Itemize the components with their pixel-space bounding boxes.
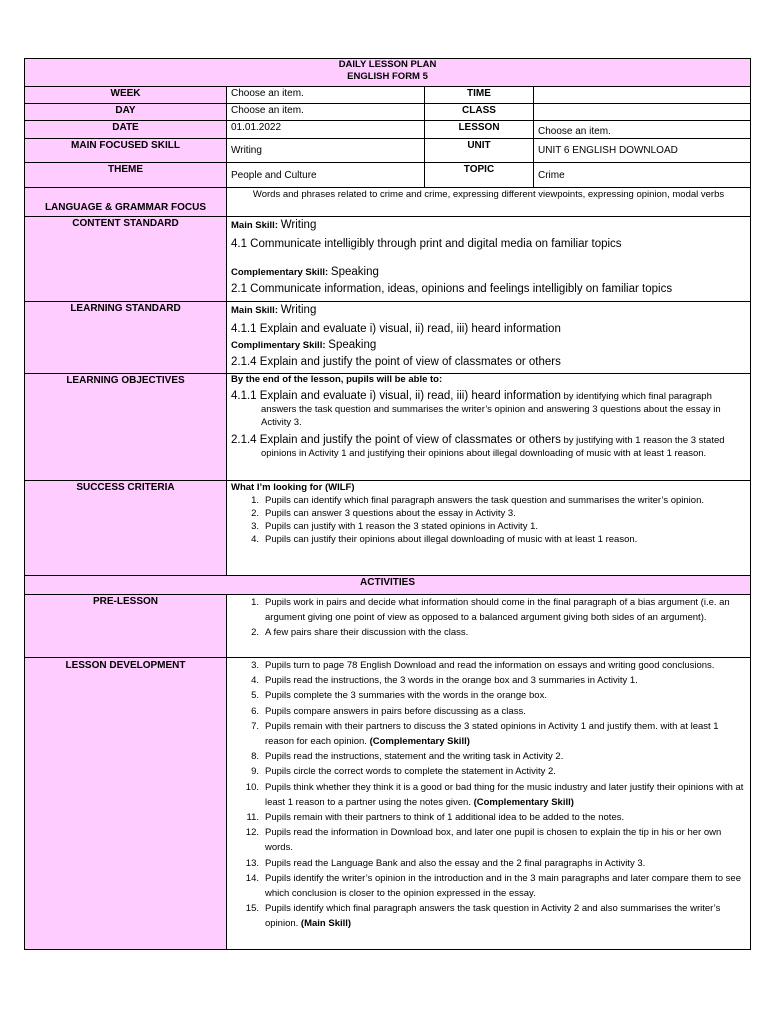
item-number: 11. xyxy=(246,812,259,824)
success-criteria-label: SUCCESS CRITERIA xyxy=(25,481,227,576)
item-number: 4. xyxy=(251,675,259,687)
skill-tag: (Complementary Skill) xyxy=(473,796,574,808)
ls-main-prefix: Main Skill: xyxy=(231,305,278,316)
skill-value[interactable]: Writing xyxy=(227,139,425,163)
lesson-development-label: LESSON DEVELOPMENT xyxy=(25,658,227,950)
time-value[interactable] xyxy=(534,87,751,104)
lesson-plan-table xyxy=(24,58,751,950)
learning-objectives-label: LEARNING OBJECTIVES xyxy=(25,374,227,481)
list-item xyxy=(231,688,746,703)
week-label: WEEK xyxy=(25,87,227,104)
list-item: 4. Pupils can justify their opinions about illegal downloading of music with at least 1 reason. xyxy=(251,534,638,545)
skill-tag: (Complementary Skill) xyxy=(369,736,470,748)
list-item xyxy=(231,856,746,871)
lo-intro: By the end of the lesson, pupils will be able to: xyxy=(231,374,443,385)
item-number: 13. xyxy=(245,857,259,869)
item-number: 6. xyxy=(251,705,259,717)
cs-main-prefix: Main Skill: xyxy=(231,220,278,231)
plan-title: DAILY LESSON PLAN xyxy=(338,59,437,70)
list-item xyxy=(231,764,746,779)
item-text: Pupils remain with their partners to discuss the 3 stated opinions in Activity 1 and justify them. with at least 1 reason for each opinion. xyxy=(265,720,719,748)
skill-label: MAIN FOCUSED SKILL xyxy=(25,139,227,163)
item-text: Pupils compare answers in pairs before discussing as a class. xyxy=(265,705,526,717)
item-number: 14. xyxy=(245,872,259,884)
learning-objectives-cell xyxy=(227,374,751,481)
list-item xyxy=(231,704,746,719)
sc-intro: What I’m looking for (WILF) xyxy=(231,482,355,493)
list-item: 1. Pupils can identify which final paragraph answers the task question and summarises the writer’s opinion. xyxy=(251,495,704,506)
item-text: Pupils read the Language Bank and also the essay and the 2 final paragraphs in Activity 3. xyxy=(265,857,646,869)
language-focus-value: Words and phrases related to crime and crime, expressing different viewpoints, expressing opinion, modal verbs xyxy=(227,188,751,217)
item-number: 7. xyxy=(251,720,259,732)
date-value[interactable]: 01.01.2022 xyxy=(227,121,425,139)
date-label: DATE xyxy=(25,121,227,139)
unit-label: UNIT xyxy=(425,139,534,163)
plan-header xyxy=(25,59,751,87)
item-number: 15. xyxy=(245,903,259,915)
list-item xyxy=(231,871,746,901)
list-item xyxy=(231,810,746,825)
unit-value[interactable]: UNIT 6 ENGLISH DOWNLOAD xyxy=(534,139,751,163)
skill-tag: (Main Skill) xyxy=(300,918,352,930)
item-text: Pupils read the information in Download box, and later one pupil is chosen to explain the tip in his or her own words. xyxy=(265,827,722,854)
item-text: Pupils turn to page 78 English Download and read the information on essays and writing good conclusions. xyxy=(265,660,715,671)
ls-comp-text: 2.1.4 Explain and justify the point of view of classmates or others xyxy=(231,356,561,368)
item-text: Pupils complete the 3 summaries with the words in the orange box. xyxy=(265,690,547,702)
content-standard-cell xyxy=(227,217,751,302)
list-item xyxy=(231,825,746,855)
item-number: 9. xyxy=(251,766,259,778)
item-number: 10. xyxy=(245,781,259,793)
cs-comp-text: 2.1 Communicate information, ideas, opinions and feelings intelligibly on familiar topics xyxy=(231,283,673,295)
topic-label: TOPIC xyxy=(425,163,534,188)
learning-standard-cell xyxy=(227,302,751,374)
cs-main-text: 4.1 Communicate intelligibly through print and digital media on familiar topics xyxy=(231,238,622,250)
item-number: 3. xyxy=(251,660,259,671)
item-text: Pupils think whether they think it is a good or bad thing for the music industry and later justify their opinions with at least 1 reason to a partner using the notes given. xyxy=(265,781,744,808)
pre-lesson-list xyxy=(231,595,746,641)
list-item: 1. Pupils work in pairs and decide what information should come in the final paragraph of a bias argument (i.e. an argument giving one point of view as opposed to a balanced argument giving both sides of an argument). xyxy=(251,597,730,624)
day-label: DAY xyxy=(25,104,227,121)
list-item xyxy=(231,901,746,931)
list-item xyxy=(231,780,746,810)
item-text: Pupils remain with their partners to think of 1 additional idea to be added to the notes. xyxy=(265,812,625,824)
cs-main-skill: Writing xyxy=(280,219,317,231)
item-number: 8. xyxy=(251,751,259,763)
ls-comp-skill: Speaking xyxy=(328,339,377,351)
cs-comp-skill: Speaking xyxy=(330,266,379,278)
content-standard-label: CONTENT STANDARD xyxy=(25,217,227,302)
success-criteria-cell xyxy=(227,481,751,576)
item-number: 5. xyxy=(251,690,259,702)
week-select[interactable]: Choose an item. xyxy=(227,87,425,104)
activities-header: ACTIVITIES xyxy=(25,576,751,595)
list-item xyxy=(231,719,746,749)
item-text: Pupils read the instructions, statement and the writing task in Activity 2. xyxy=(265,751,564,763)
class-value[interactable] xyxy=(534,104,751,121)
lesson-select[interactable]: Choose an item. xyxy=(534,121,751,139)
time-label: TIME xyxy=(425,87,534,104)
lesson-development-list xyxy=(231,658,746,932)
list-item: 2. A few pairs share their discussion with the class. xyxy=(251,627,469,639)
item-text: Pupils circle the correct words to complete the statement in Activity 2. xyxy=(265,766,556,778)
learning-standard-label: LEARNING STANDARD xyxy=(25,302,227,374)
list-item xyxy=(231,749,746,764)
topic-value[interactable]: Crime xyxy=(534,163,751,188)
list-item xyxy=(231,673,746,688)
item-text: Pupils identify the writer’s opinion in the introduction and in the 3 main paragraphs and later compare them to see which conclusion is closer to the opinion expressed in the essay. xyxy=(265,872,741,900)
theme-value[interactable]: People and Culture xyxy=(227,163,425,188)
plan-subtitle: ENGLISH FORM 5 xyxy=(347,71,428,82)
lesson-development-cell xyxy=(227,658,751,950)
sc-list xyxy=(231,494,746,546)
item-number: 12. xyxy=(245,827,259,839)
ls-comp-prefix: Complimentary Skill: xyxy=(231,340,326,351)
list-item: 3. Pupils can justify with 1 reason the 3 stated opinions in Activity 1. xyxy=(251,521,539,532)
list-item xyxy=(231,658,746,673)
item-text: Pupils identify which final paragraph answers the task question in Activity 2 and also summarises the writer’s opinion. xyxy=(265,903,721,930)
class-label: CLASS xyxy=(425,104,534,121)
theme-label: THEME xyxy=(25,163,227,188)
language-focus-label: LANGUAGE & GRAMMAR FOCUS xyxy=(25,188,227,217)
lo-objective-1: 4.1.1 Explain and evaluate i) visual, ii) read, iii) heard information by identifying which final paragraph answers the task question and summarises the writer’s opinion and answering 3 questions about the essay in Activity 3. xyxy=(231,390,721,428)
cs-comp-prefix: Complementary Skill: xyxy=(231,267,329,278)
day-select[interactable]: Choose an item. xyxy=(227,104,425,121)
pre-lesson-cell xyxy=(227,595,751,658)
ls-main-text: 4.1.1 Explain and evaluate i) visual, ii) read, iii) heard information xyxy=(231,323,561,335)
lesson-label: LESSON xyxy=(425,121,534,139)
lo-objective-2: 2.1.4 Explain and justify the point of view of classmates or others by justifying with 1 reason the 3 stated opinions in Activity 1 and justifying their opinions about illegal downloading of music with at least 1 reason. xyxy=(231,434,725,459)
item-text: Pupils read the instructions, the 3 words in the orange box and 3 summaries in Activity 1. xyxy=(265,675,638,687)
list-item: 2. Pupils can answer 3 questions about the essay in Activity 3. xyxy=(251,508,516,519)
ls-main-skill: Writing xyxy=(280,304,317,316)
pre-lesson-label: PRE-LESSON xyxy=(25,595,227,658)
